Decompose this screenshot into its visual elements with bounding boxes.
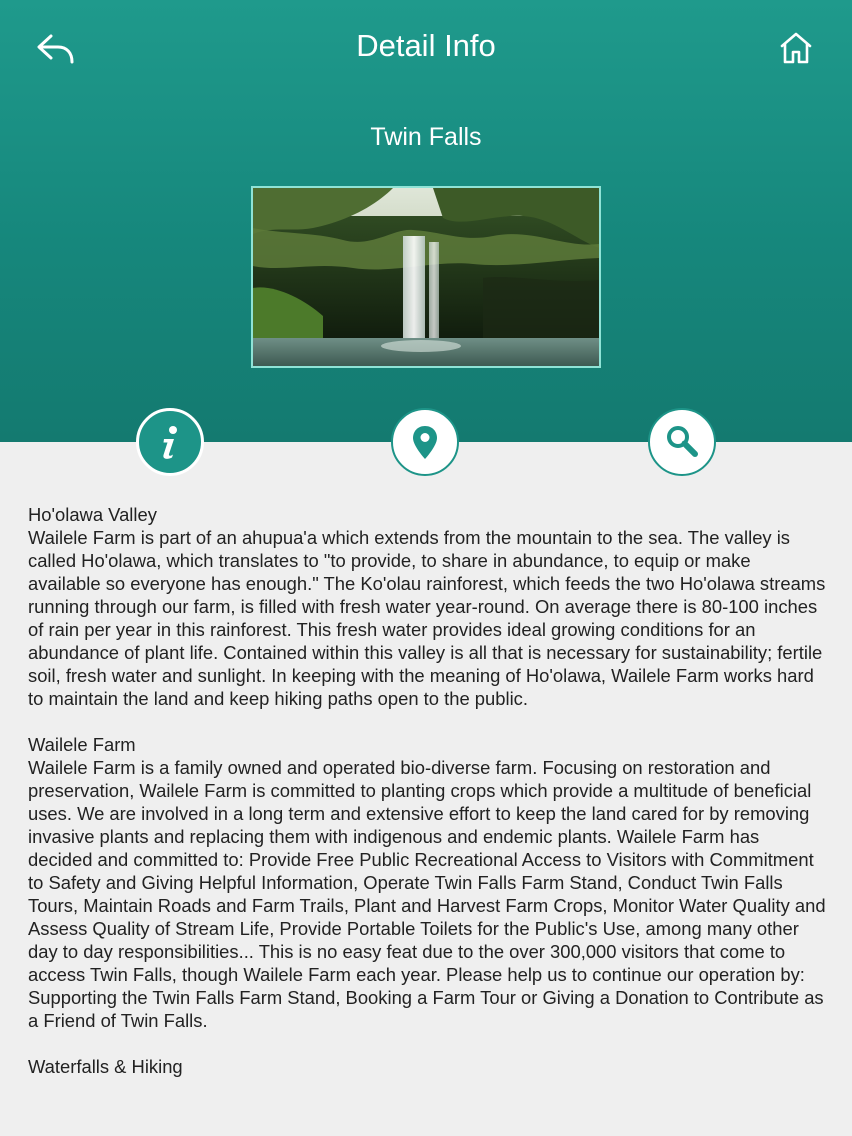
section-title: Ho'olawa Valley (28, 504, 157, 525)
info-button[interactable] (136, 408, 204, 476)
section-waterfalls-hiking (28, 1055, 828, 1078)
waterfall-image (253, 188, 599, 366)
search-button[interactable] (648, 408, 716, 476)
info-icon (150, 422, 190, 462)
search-icon (662, 422, 702, 462)
map-pin-icon (407, 422, 443, 462)
map-button[interactable] (391, 408, 459, 476)
place-title: Twin Falls (370, 123, 482, 151)
home-icon (774, 28, 818, 68)
section-title: Waterfalls & Hiking (28, 1056, 183, 1077)
section-wailele-farm (28, 733, 828, 1032)
detail-content (28, 503, 828, 1101)
section-title: Wailele Farm (28, 734, 136, 755)
header (0, 0, 852, 442)
place-photo (251, 186, 601, 368)
section-body: Wailele Farm is part of an ahupua'a which extends from the mountain to the sea. The valley is called Ho'olawa, which translates to "to provide, to share in abundance, to equip or make available so everyone has enough." The Ko'olau rainforest, which feeds the two Ho'olawa streams running through our farm, is filled with fresh water year-round. On average there is 80-100 inches of rain per year in this rainforest. This fresh water provides ideal growing conditions for an abundance of plant life. Contained within this valley is all that is necessary for sustainability; fertile soil, fresh water and sunlight. In keeping with the meaning of Ho'olawa, Wailele Farm works hard to maintain the land and keep hiking paths open to the public. (28, 527, 826, 709)
section-body: Wailele Farm is a family owned and operated bio-diverse farm. Focusing on restoration and preservation, Wailele Farm is committed to planting crops which provide a multitude of beneficial uses. We are involved in a long term and extensive effort to keep the land cared for by removing invasive plants and replacing them with indigenous and endemic plants. Wailele Farm has decided and committed to: Provide Free Public Recreational Access to Visitors with Commitment to Safety and Giving Helpful Information, Operate Twin Falls Farm Stand, Conduct Twin Falls Tours, Maintain Roads and Farm Trails, Plant and Harvest Farm Crops, Monitor Water Quality and Assess Quality of Stream Life, Provide Portable Toilets for the Public's Use, among many other day to day responsibilities... This is no easy feat due to the over 300,000 visitors that come to access Twin Falls, though Wailele Farm each year. Please help us to continue our operation by: Supporting the Twin Falls Farm Stand, Booking a Farm Tour or Giving a Donation to Contribute as a Friend of Twin Falls. (28, 757, 826, 1031)
section-hoolawa-valley (28, 503, 828, 710)
home-button[interactable] (774, 28, 818, 68)
page-title: Detail Info (356, 28, 496, 63)
